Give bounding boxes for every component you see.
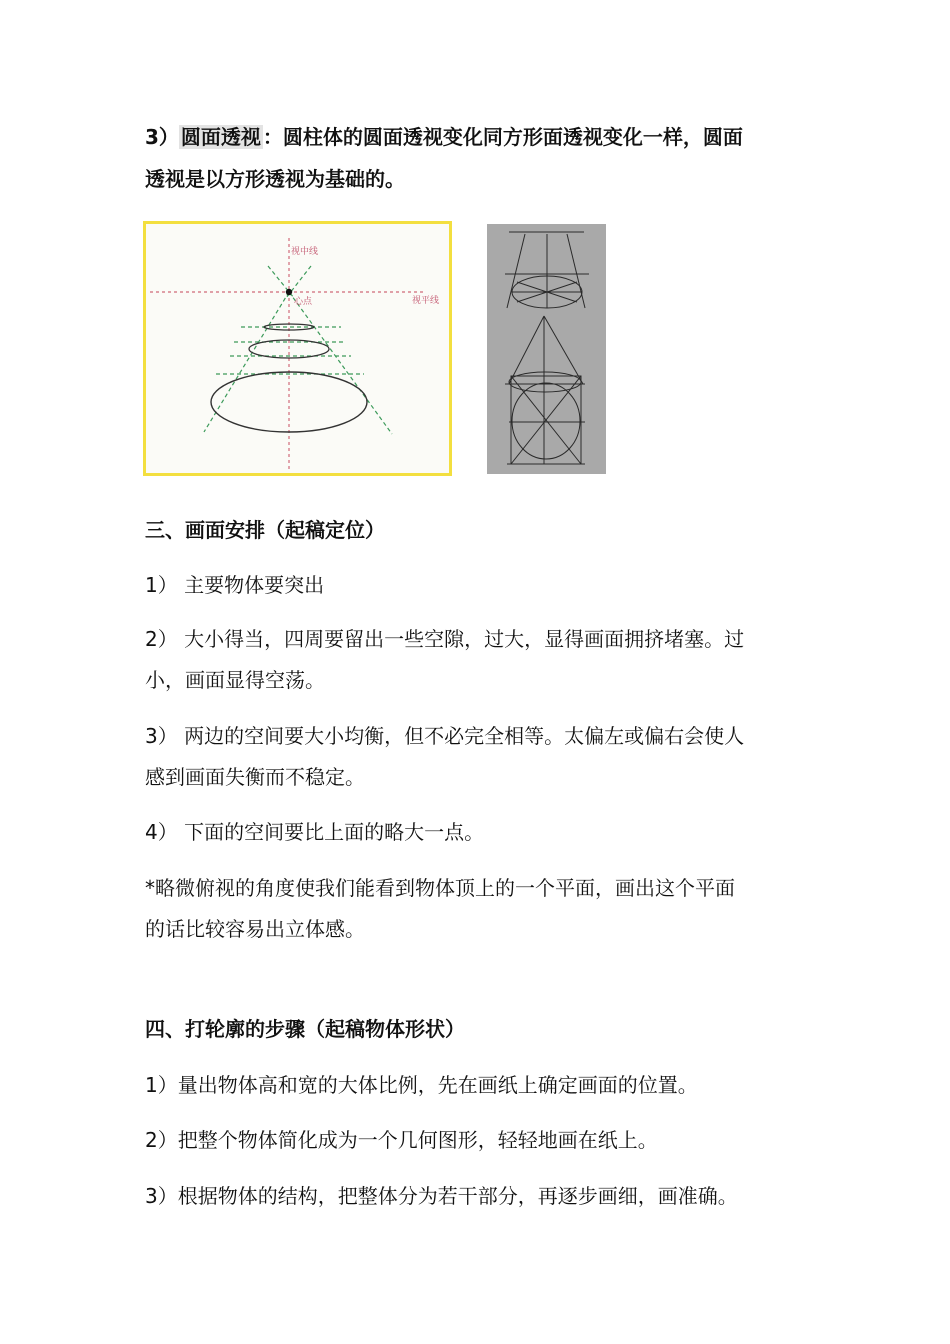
center-point-label: 心点: [294, 297, 313, 307]
section3-item1: 1） 主要物体要突出: [145, 573, 325, 597]
ellipse-perspective-diagram: [146, 224, 449, 473]
right-vanishing-line: [289, 292, 392, 434]
section4-heading: 四、打轮廓的步骤（起稿物体形状）: [145, 1017, 465, 1041]
center-line-label: 视中线: [291, 247, 319, 257]
perspective-paragraph-line1: [145, 123, 825, 151]
section3-item3-line2: 感到画面失衡而不稳定。: [145, 765, 365, 789]
perspective-text: ：圆柱体的圆面透视变化同方形面透视变化一样，圆面: [262, 125, 743, 149]
highlighted-term: 圆面透视: [180, 125, 261, 149]
section3-item2-line1: 2） 大小得当，四周要留出一些空隙，过大，显得画面拥挤堵塞。过: [145, 627, 745, 651]
section3-note-line1: *略微俯视的角度使我们能看到物体顶上的一个平面，画出这个平面: [145, 876, 735, 900]
sketch-line: [507, 234, 525, 308]
left-vanishing-line: [204, 292, 289, 432]
horizon-line-label: 视平线: [412, 296, 440, 306]
section4-item2: 2）把整个物体简化成为一个几何图形，轻轻地画在纸上。: [145, 1128, 658, 1152]
cone-cube-sketch: [487, 224, 606, 474]
section4-item1: 1）量出物体高和宽的大体比例，先在画纸上确定画面的位置。: [145, 1073, 698, 1097]
section3-item2-line2: 小，画面显得空荡。: [145, 668, 325, 692]
section4-item3: 3）根据物体的结构，把整体分为若干部分，再逐步画细，画准确。: [145, 1184, 738, 1208]
section3-note-line2: 的话比较容易出立体感。: [145, 917, 365, 941]
item-number: 3）: [145, 125, 179, 149]
cone-cube-sketch-figure: [487, 224, 606, 474]
center-point-dot: [286, 289, 292, 295]
perspective-paragraph-line2: 透视是以方形透视为基础的。: [145, 167, 405, 191]
sketch-circle: [512, 383, 580, 459]
section3-item3-line1: 3） 两边的空间要大小均衡，但不必完全相等。太偏左或偏右会使人: [145, 724, 745, 748]
ellipse-perspective-figure: [143, 221, 452, 476]
section3-item4: 4） 下面的空间要比上面的略大一点。: [145, 820, 485, 844]
sketch-line: [567, 234, 585, 308]
section3-heading: 三、画面安排（起稿定位）: [145, 518, 385, 542]
